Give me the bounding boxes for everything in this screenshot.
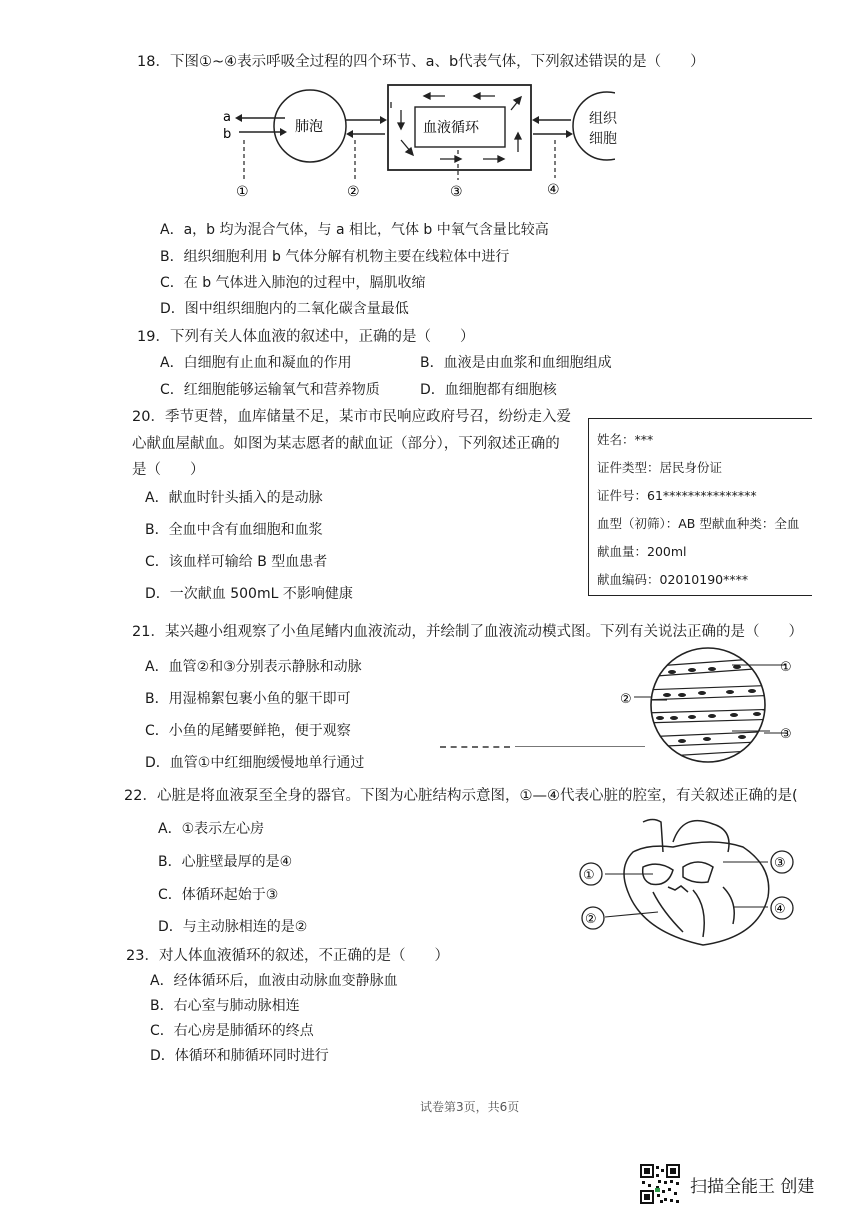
q22-option-b: B．心脏壁最厚的是④ — [158, 854, 293, 870]
heart-label-2: ② — [585, 912, 597, 927]
q18-option-c: C．在 b 气体进入肺泡的过程中，膈肌收缩 — [160, 275, 426, 291]
blood-donation-card — [588, 418, 812, 596]
q23-option-c: C．右心房是肺循环的终点 — [150, 1023, 314, 1039]
card-volume: 献血量：200ml — [597, 544, 687, 559]
vessel-label-1: ① — [780, 660, 792, 675]
label-b: b — [223, 127, 232, 142]
q20-option-b: B．全血中含有血细胞和血浆 — [145, 522, 323, 538]
card-name: 姓名：*** — [597, 432, 654, 447]
q23-option-b: B．右心室与肺动脉相连 — [150, 998, 300, 1014]
q20-option-d: D．一次献血 500mL 不影响健康 — [145, 586, 353, 602]
q18-option-b: B．组织细胞利用 b 气体分解有机物主要在线粒体中进行 — [160, 249, 510, 265]
q22-option-c: C．体循环起始于③ — [158, 887, 279, 903]
label-1: ① — [236, 184, 249, 200]
q21-option-d: D．血管①中红细胞缓慢地单行通过 — [145, 755, 365, 771]
respiration-diagram — [215, 80, 615, 205]
scan-artifact-line — [440, 746, 510, 748]
q22-option-a: A．①表示左心房 — [158, 821, 265, 837]
q20-stem-1: 20．季节更替，血库储量不足，某市市民响应政府号召，纷纷走入爱 — [132, 409, 571, 425]
q23-stem: 23．对人体血液循环的叙述，不正确的是（ ） — [126, 948, 449, 964]
vessel-label-3: ③ — [780, 727, 792, 742]
q21-option-c: C．小鱼的尾鳍要鲜艳，便于观察 — [145, 723, 351, 739]
scanner-brand: 扫描全能王 创建 — [690, 1177, 815, 1197]
tissue-label-2: 细胞 — [589, 131, 617, 147]
q19-stem: 19．下列有关人体血液的叙述中，正确的是（ ） — [137, 329, 475, 345]
label-2: ② — [347, 184, 360, 200]
heart-label-4: ④ — [774, 902, 786, 917]
heart-diagram — [573, 812, 803, 952]
card-code: 献血编码：02010190**** — [597, 572, 749, 587]
tissue-label-1: 组织 — [589, 111, 617, 127]
q21-option-a: A．血管②和③分别表示静脉和动脉 — [145, 659, 362, 675]
alveolus-label: 肺泡 — [295, 119, 323, 135]
q21-stem: 21．某兴趣小组观察了小鱼尾鳍内血液流动，并绘制了血液流动模式图。下列有关说法正确的是（ ） — [132, 624, 803, 640]
q18-option-a: A．a，b 均为混合气体，与 a 相比，气体 b 中氧气含量比较高 — [160, 222, 549, 238]
q22-option-d: D．与主动脉相连的是② — [158, 919, 308, 935]
card-blood-type: 血型（初筛）：AB 型献血种类：全血 — [597, 516, 800, 531]
heart-label-3: ③ — [774, 856, 786, 871]
label-4: ④ — [547, 182, 560, 198]
q23-option-a: A．经体循环后，血液由动脉血变静脉血 — [150, 973, 398, 989]
q22-stem: 22．心脏是将血液泵至全身的器官。下图为心脏结构示意图，①—④代表心脏的腔室，有关叙述正确的是( — [124, 788, 798, 804]
page-number: 试卷第3页，共6页 — [420, 1100, 520, 1114]
q20-stem-2: 心献血屋献血。如图为某志愿者的献血证（部分），下列叙述正确的 — [132, 436, 560, 452]
q18-stem: 18．下图①~④表示呼吸全过程的四个环节、a、b代表气体，下列叙述错误的是（ ） — [137, 54, 705, 70]
heart-label-1: ① — [583, 868, 595, 883]
q19-option-b: B．血液是由血浆和血细胞组成 — [420, 355, 612, 371]
q21-option-b: B．用湿棉絮包裹小鱼的躯干即可 — [145, 691, 351, 707]
q18-option-d: D．图中组织细胞内的二氧化碳含量最低 — [160, 301, 409, 317]
vessel-label-2: ② — [620, 692, 632, 707]
fish-tail-vessel-diagram — [612, 645, 802, 765]
scan-artifact-line-2 — [515, 746, 645, 747]
card-id-number: 证件号：61*************** — [597, 488, 757, 503]
q20-option-c: C．该血样可输给 B 型血患者 — [145, 554, 328, 570]
qr-code-icon — [640, 1164, 680, 1204]
q19-option-a: A．白细胞有止血和凝血的作用 — [160, 355, 352, 371]
card-id-type: 证件类型：居民身份证 — [597, 460, 723, 475]
circulation-label: 血液循环 — [423, 120, 479, 136]
label-a: a — [223, 110, 231, 125]
label-3: ③ — [450, 184, 463, 200]
q23-option-d: D．体循环和肺循环同时进行 — [150, 1048, 329, 1064]
q20-option-a: A．献血时针头插入的是动脉 — [145, 490, 323, 506]
q20-stem-3: 是（ ） — [132, 462, 205, 478]
q19-option-c: C．红细胞能够运输氧气和营养物质 — [160, 382, 380, 398]
q19-option-d: D．血细胞都有细胞核 — [420, 382, 557, 398]
